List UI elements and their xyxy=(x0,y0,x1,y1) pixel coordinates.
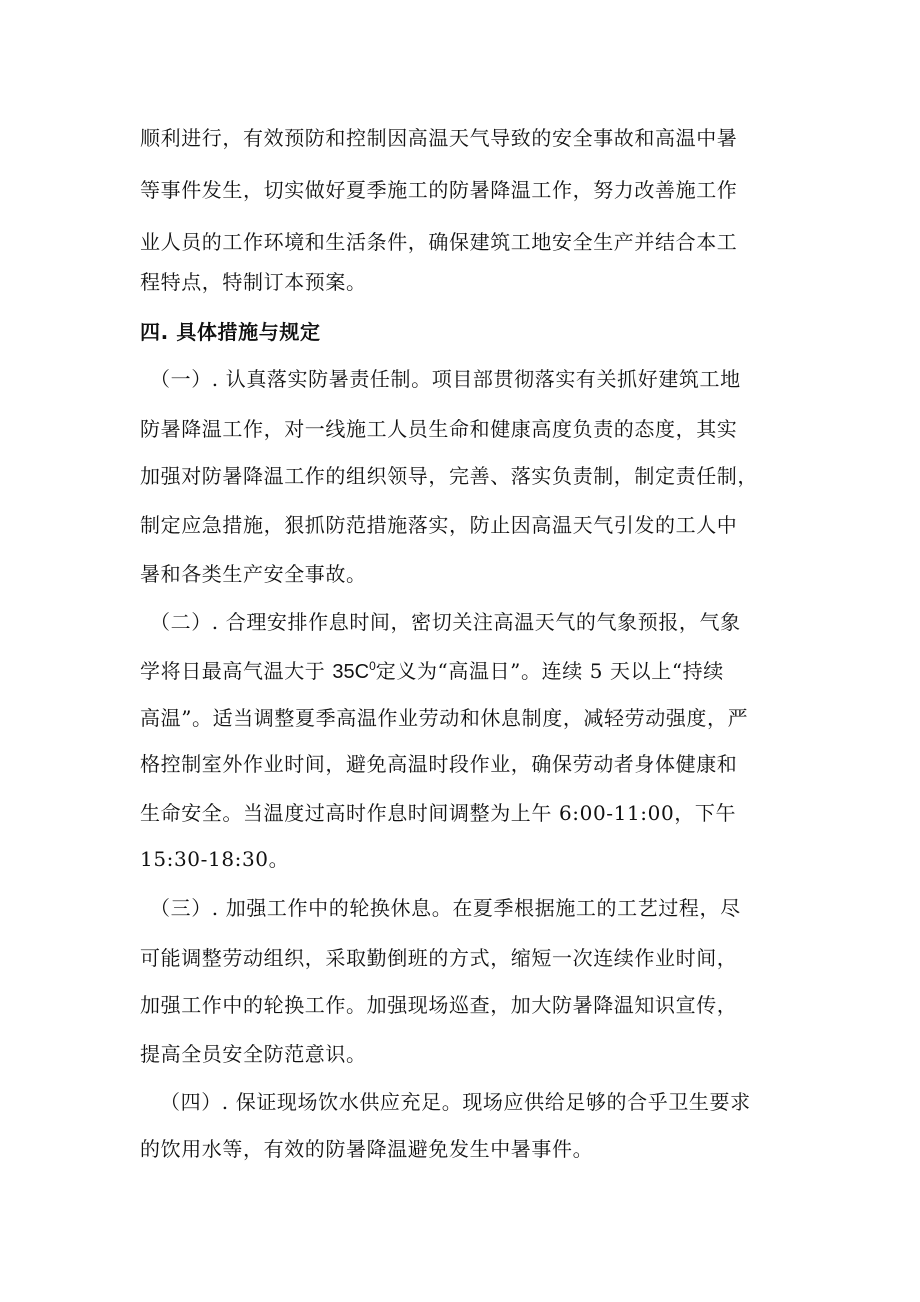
para2-line-2 xyxy=(140,658,724,685)
para1-line-1: （一）. 认真落实防暑责任制。项目部贯彻落实有关抓好建筑工地 xyxy=(150,367,741,391)
intro-line-2: 等事件发生，切实做好夏季施工的防暑降温工作，努力改善施工作 xyxy=(140,178,738,202)
para4-line-1: （四）. 保证现场饮水供应充足。现场应供给足够的合乎卫生要求 xyxy=(160,1090,751,1114)
intro-line-4: 程特点，特制订本预案。 xyxy=(140,270,367,294)
para3-line-3: 加强工作中的轮换工作。加强现场巡查，加大防暑降温知识宣传， xyxy=(140,993,738,1017)
para4-line-2: 的饮用水等，有效的防暑降温避免发生中暑事件。 xyxy=(140,1137,594,1161)
para2-line-5: 生命安全。当温度过高时作息时间调整为上午 6:00-11:00，下午 xyxy=(140,801,737,825)
para2-line-2-after: 定义为“高温日”。连续 5 天以上“持续 xyxy=(375,659,724,683)
para1-line-3: 加强对防暑降温工作的组织领导，完善、落实负责制，制定责任制， xyxy=(140,464,758,488)
para2-line-3: 高温”。适当调整夏季高温作业劳动和休息制度，减轻劳动强度，严 xyxy=(140,706,749,730)
para2-line-2-before: 学将日最高气温大于 xyxy=(140,659,333,683)
para3-line-4: 提高全员安全防范意识。 xyxy=(140,1042,367,1066)
para2-line-4: 格控制室外作业时间，避免高温时段作业，确保劳动者身体健康和 xyxy=(140,752,738,776)
temperature-value: 35C xyxy=(332,661,370,683)
para2-line-6: 15:30-18:30。 xyxy=(140,847,290,871)
para2-line-1: （二）. 合理安排作息时间，密切关注高温天气的气象预报，气象 xyxy=(150,610,741,634)
para3-line-2: 可能调整劳动组织，采取勤倒班的方式，缩短一次连续作业时间， xyxy=(140,946,738,970)
para3-line-1: （三）. 加强工作中的轮换休息。在夏季根据施工的工艺过程，尽 xyxy=(150,896,741,920)
para1-line-2: 防暑降温工作，对一线施工人员生命和健康高度负责的态度，其实 xyxy=(140,417,738,441)
para1-line-5: 暑和各类生产安全事故。 xyxy=(140,562,367,586)
degree-superscript: 0 xyxy=(369,659,376,673)
para1-line-4: 制定应急措施，狠抓防范措施落实，防止因高温天气引发的工人中 xyxy=(140,513,738,537)
intro-line-1: 顺利进行，有效预防和控制因高温天气导致的安全事故和高温中暑 xyxy=(140,126,738,150)
section-heading: 四. 具体措施与规定 xyxy=(140,320,321,344)
intro-line-3: 业人员的工作环境和生活条件，确保建筑工地安全生产并结合本工 xyxy=(140,230,738,254)
